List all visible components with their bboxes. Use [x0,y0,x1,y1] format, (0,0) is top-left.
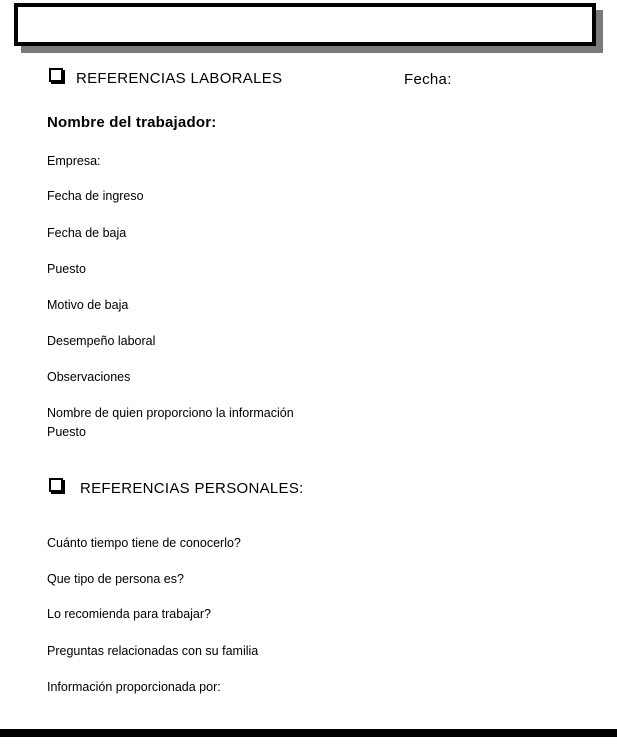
field-recomienda: Lo recomienda para trabajar? [47,607,211,621]
laborales-heading: REFERENCIAS LABORALES [76,70,283,87]
field-informante: Nombre de quien proporciono la información [47,406,294,420]
checkbox-icon[interactable] [49,478,63,492]
field-puesto-informante: Puesto [47,425,86,439]
field-proporcionada-por: Información proporcionada por: [47,680,221,694]
field-fecha-baja: Fecha de baja [47,226,127,240]
field-observaciones: Observaciones [47,370,131,384]
field-tiempo-conocerlo: Cuánto tiempo tiene de conocerlo? [47,536,241,550]
bottom-border [0,729,617,737]
field-familia: Preguntas relacionadas con su familia [47,644,259,658]
worker-name-label: Nombre del trabajador: [47,114,217,131]
field-desempeno: Desempeño laboral [47,334,156,348]
checkbox-icon[interactable] [49,68,63,82]
date-label: Fecha: [404,71,452,88]
field-puesto: Puesto [47,262,86,276]
personales-heading: REFERENCIAS PERSONALES: [80,480,304,497]
field-fecha-ingreso: Fecha de ingreso [47,189,144,203]
field-motivo-baja: Motivo de baja [47,298,129,312]
form-title-box [14,3,596,46]
field-tipo-persona: Que tipo de persona es? [47,572,184,586]
field-empresa: Empresa: [47,154,101,168]
